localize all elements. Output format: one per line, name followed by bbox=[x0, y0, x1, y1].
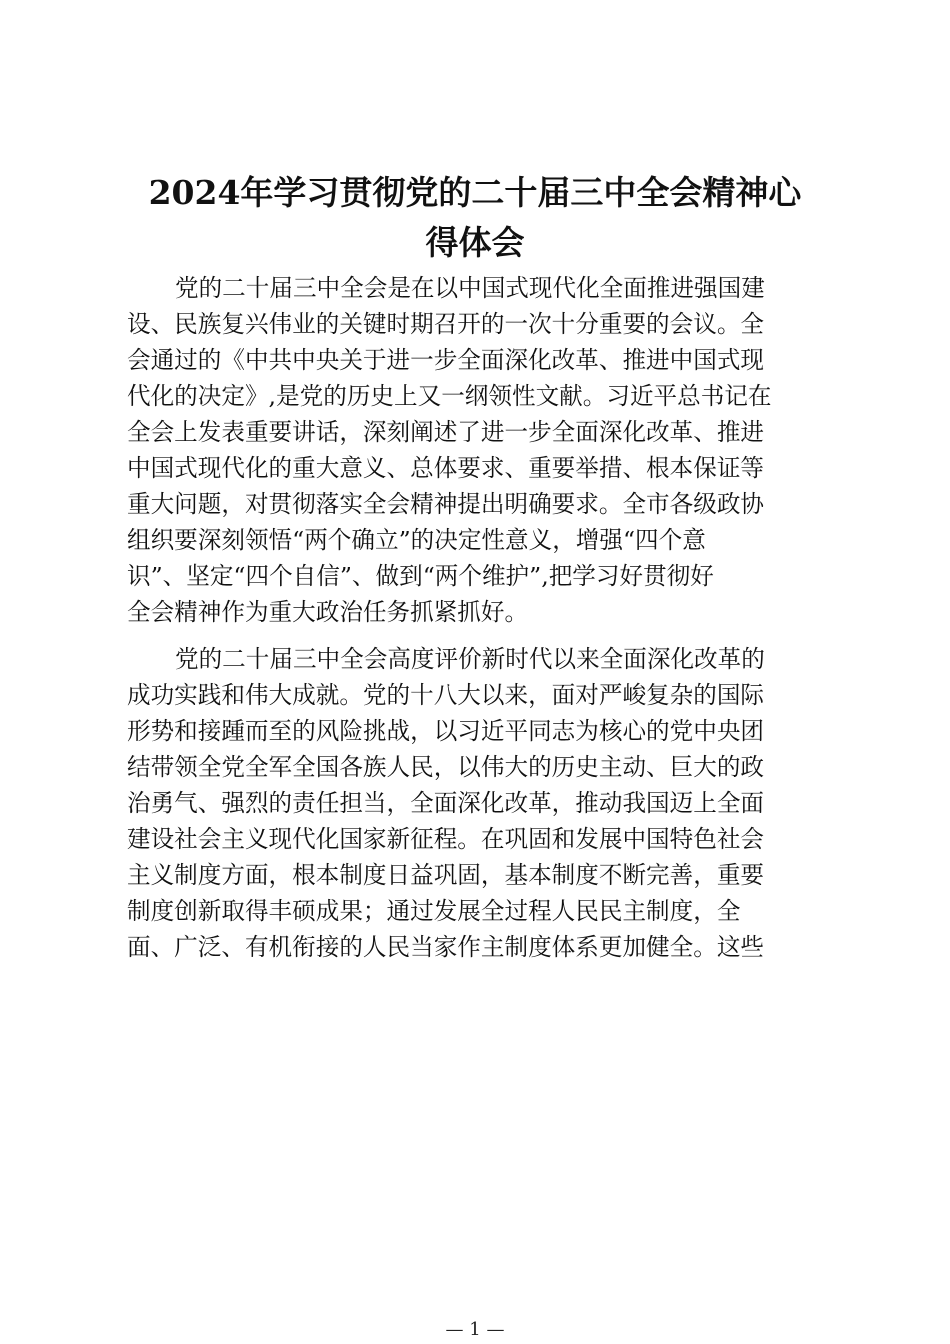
title-line: 2024年学习贯彻党的二十届三中全会精神心 bbox=[148, 173, 802, 212]
paragraph-line: 全会上发表重要讲话，深刻阐述了进一步全面深化改革、推进 bbox=[127, 418, 765, 446]
paragraph-line: 党的二十届三中全会是在以中国式现代化全面推进强国建 bbox=[175, 274, 765, 302]
page-number: — 1 — bbox=[445, 1319, 505, 1340]
paragraph-line: 全会精神作为重大政治任务抓紧抓好。 bbox=[127, 598, 529, 626]
paragraph-1 bbox=[127, 270, 827, 630]
paragraph-line: 设、民族复兴伟业的关键时期召开的一次十分重要的会议。全 bbox=[127, 310, 765, 338]
paragraph-line: 形势和接踵而至的风险挑战，以习近平同志为核心的党中央团 bbox=[127, 717, 765, 745]
paragraph-line: 治勇气、强烈的责任担当，全面深化改革，推动我国迈上全面 bbox=[127, 789, 765, 817]
paragraph-2 bbox=[127, 641, 827, 965]
paragraph-line: 面、广泛、有机衔接的人民当家作主制度体系更加健全。这些 bbox=[127, 933, 765, 961]
paragraph-line: 会通过的《中共中央关于进一步全面深化改革、推进中国式现 bbox=[127, 346, 765, 374]
paragraph-line: 代化的决定》,是党的历史上又一纲领性文献。习近平总书记在 bbox=[127, 382, 772, 410]
document-body bbox=[127, 270, 827, 965]
paragraph-line: 识”、坚定“四个自信”、做到“两个维护”,把学习好贯彻好 bbox=[127, 562, 714, 590]
paragraph-line: 党的二十届三中全会高度评价新时代以来全面深化改革的 bbox=[175, 645, 765, 673]
paragraph-line: 主义制度方面，根本制度日益巩固，基本制度不断完善，重要 bbox=[127, 861, 765, 889]
title-line: 得体会 bbox=[425, 223, 525, 262]
paragraph-line: 重大问题，对贯彻落实全会精神提出明确要求。全市各级政协 bbox=[127, 490, 765, 518]
paragraph-line: 建设社会主义现代化国家新征程。在巩固和发展中国特色社会 bbox=[127, 825, 765, 853]
paragraph-line: 中国式现代化的重大意义、总体要求、重要举措、根本保证等 bbox=[127, 454, 765, 482]
paragraph-line: 结带领全党全军全国各族人民，以伟大的历史主动、巨大的政 bbox=[127, 753, 765, 781]
paragraph-line: 组织要深刻领悟“两个确立”的决定性意义，增强“四个意 bbox=[127, 526, 706, 554]
paragraph-line: 成功实践和伟大成就。党的十八大以来，面对严峻复杂的国际 bbox=[127, 681, 765, 709]
paragraph-line: 制度创新取得丰硕成果；通过发展全过程人民民主制度，全 bbox=[127, 897, 741, 925]
document-title bbox=[100, 168, 850, 268]
